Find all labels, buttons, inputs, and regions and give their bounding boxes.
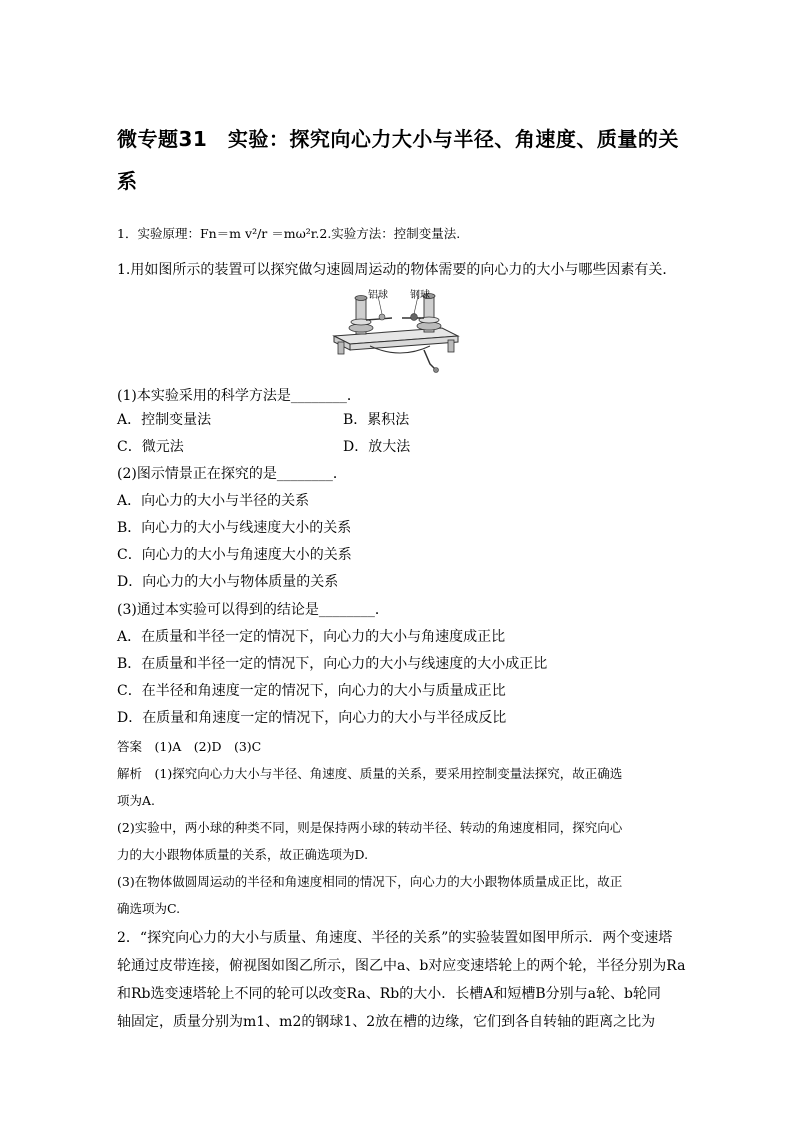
q2-line: 轮通过皮带连接，俯视图如图乙所示，图乙中a、b对应变速塔轮上的两个轮，半径分别为Ra: [117, 958, 686, 974]
q1-analysis-line: 力的大小跟物体质量的关系，故正确选项为D.: [117, 847, 369, 862]
q1-sub3-option-a: A．在质量和半径一定的情况下，向心力的大小与角速度成正比: [117, 629, 506, 645]
label-steel-ball: 钢球: [410, 290, 430, 301]
q1-answer: 答案 (1)A (2)D (3)C: [117, 739, 262, 754]
q1-stem: 1.用如图所示的装置可以探究做匀速圆周运动的物体需要的向心力的大小与哪些因素有关．: [117, 262, 677, 278]
label-aluminum-ball: 铝球: [368, 290, 388, 301]
q1-sub1-stem: (1)本实验采用的科学方法是________．: [117, 388, 361, 404]
q1-sub1-option-c: C．微元法: [117, 439, 184, 455]
q1-sub3-option-b: B．在质量和半径一定的情况下，向心力的大小与线速度的大小成正比: [117, 656, 548, 672]
q1-sub3-option-c: C．在半径和角速度一定的情况下，向心力的大小与质量成正比: [117, 683, 506, 699]
q1-sub2-option-a: A．向心力的大小与半径的关系: [117, 493, 310, 509]
q1-analysis-line: (2)实验中，两小球的种类不同，则是保持两小球的转动半径、转动的角速度相同，探究向心: [117, 820, 623, 835]
q1-analysis-line: 项为A.: [117, 793, 156, 808]
q1-sub2-option-b: B．向心力的大小与线速度大小的关系: [117, 520, 352, 536]
page-title: 微专题31 实验：探究向心力大小与半径、角速度、质量的关系: [117, 127, 679, 193]
q2-line: 2．“探究向心力的大小与质量、角速度、半径的关系”的实验装置如图甲所示．两个变速塔: [117, 930, 673, 946]
q1-sub2-option-c: C．向心力的大小与角速度大小的关系: [117, 547, 352, 563]
q1-sub1-option-b: B．累积法: [343, 412, 410, 428]
q1-sub2-stem: (2)图示情景正在探究的是________．: [117, 466, 347, 482]
q1-analysis-line: 确选项为C.: [117, 901, 181, 916]
q1-analysis-line: (3)在物体做圆周运动的半径和角速度相同的情况下，向心力的大小跟物体质量成正比，故正: [117, 874, 623, 889]
experiment-principle: 1．实验原理：Fn＝m v²/r ＝mω²r.2.实验方法：控制变量法.: [117, 226, 461, 241]
q2-line: 和Rb选变速塔轮上不同的轮可以改变Ra、Rb的大小．长槽A和短槽B分别与a轮、b轮同: [117, 986, 661, 1002]
q1-analysis-line: 解析 (1)探究向心力大小与半径、角速度、质量的关系，要采用控制变量法探究，故正确选: [117, 766, 623, 781]
q1-sub1-option-a: A．控制变量法: [117, 412, 212, 428]
apparatus-figure: [330, 284, 462, 376]
q1-sub3-option-d: D．在质量和角速度一定的情况下，向心力的大小与半径成反比: [117, 710, 507, 726]
centripetal-apparatus-illustration: [330, 284, 462, 376]
q1-sub1-option-d: D．放大法: [343, 439, 411, 455]
q1-sub3-stem: (3)通过本实验可以得到的结论是________．: [117, 602, 389, 618]
q1-sub2-option-d: D．向心力的大小与物体质量的关系: [117, 574, 339, 590]
q2-line: 轴固定，质量分别为m1、m2的钢球1、2放在槽的边缘，它们到各自转轴的距离之比为: [117, 1014, 656, 1030]
